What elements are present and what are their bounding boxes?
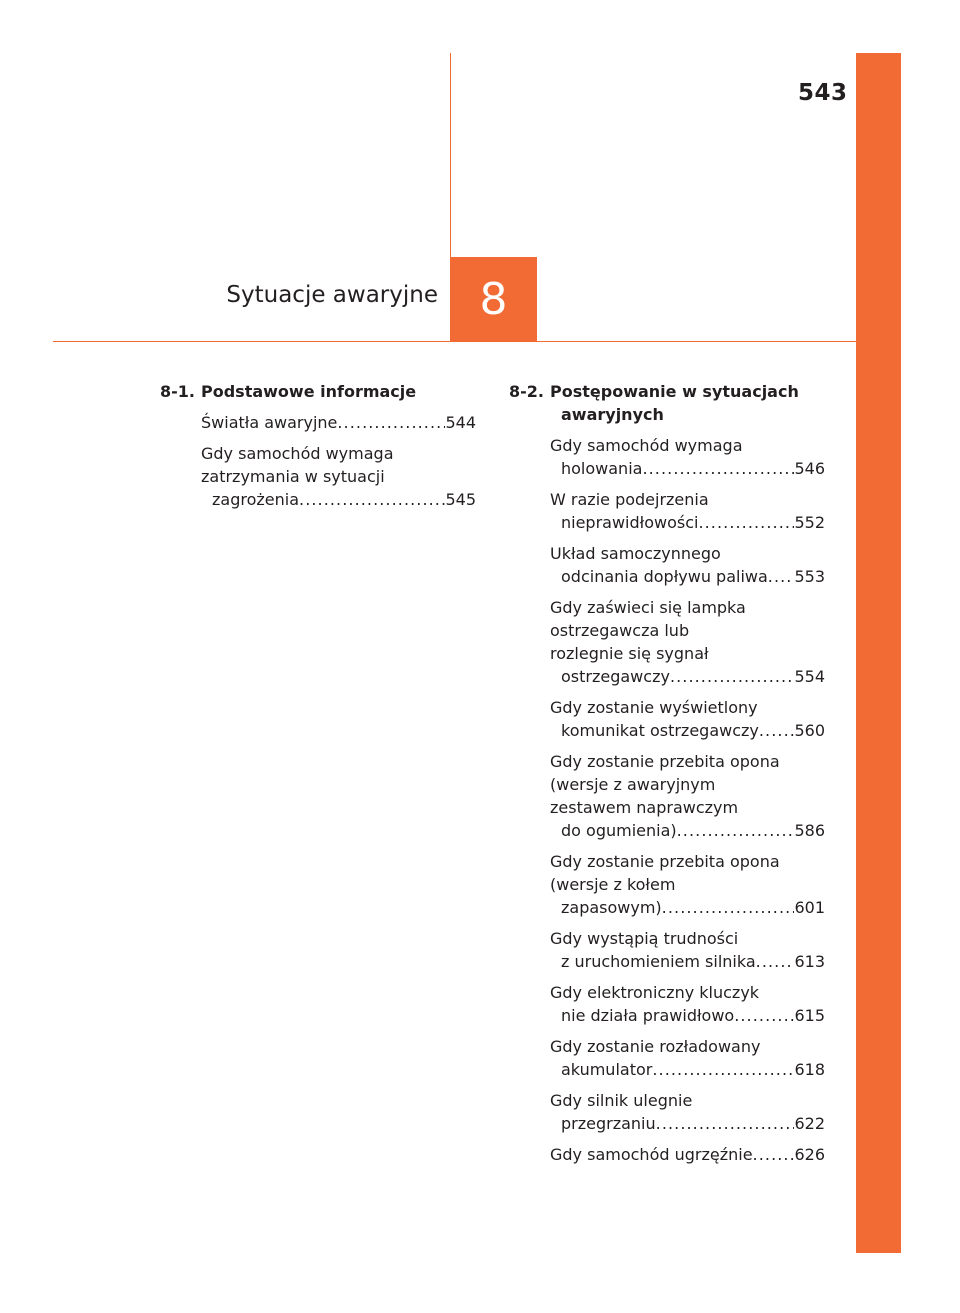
chapter-number-box — [450, 257, 537, 342]
toc-entry[interactable] — [201, 442, 476, 511]
toc-entry[interactable] — [550, 596, 825, 688]
toc-entry-text: Gdy silnik ulegnie — [550, 1091, 693, 1110]
toc-entry-text: ostrzegawcza lub — [550, 621, 690, 640]
toc-entry[interactable] — [550, 434, 825, 480]
toc-entry-text: Gdy zaświeci się lampka — [550, 598, 746, 617]
toc-entry-text: nieprawidłowości — [561, 513, 699, 532]
dot-leader — [652, 1058, 794, 1081]
toc-page-number: 544 — [445, 413, 476, 432]
toc-entry[interactable] — [550, 981, 825, 1027]
toc-entry-text: komunikat ostrzegawczy — [561, 721, 759, 740]
header-vertical-rule — [450, 53, 451, 258]
toc-entry-leader-line — [561, 565, 825, 588]
dot-leader — [642, 457, 794, 480]
toc-entry-text: Gdy zostanie przebita opona — [550, 852, 780, 871]
dot-leader — [677, 819, 795, 842]
section-title: Postępowanie w sytuacjach awaryjnych — [550, 382, 799, 424]
toc-section-8-2 — [509, 380, 825, 1174]
toc-entry-leader-line — [212, 488, 476, 511]
toc-entry[interactable] — [550, 696, 825, 742]
toc-page-number: 560 — [794, 721, 825, 740]
section-heading — [160, 380, 476, 403]
toc-page-number: 613 — [794, 952, 825, 971]
toc-entry-text: do ogumienia) — [561, 821, 677, 840]
toc-entry[interactable] — [201, 411, 476, 434]
toc-page-number: 554 — [794, 667, 825, 686]
toc-entry-leader-line — [561, 457, 825, 480]
toc-entry[interactable] — [550, 927, 825, 973]
toc-entry-leader-line — [561, 665, 825, 688]
toc-entry-text: Gdy samochód wymaga — [550, 436, 743, 455]
dot-leader — [662, 896, 795, 919]
toc-entries — [160, 411, 476, 511]
dot-leader — [698, 511, 794, 534]
dot-leader — [337, 411, 445, 434]
dot-leader — [759, 719, 795, 742]
toc-page-number: 626 — [794, 1145, 825, 1164]
toc-entry-text: Gdy samochód ugrzęźnie — [550, 1145, 753, 1164]
toc-entry-text: z uruchomieniem silnika — [561, 952, 756, 971]
toc-entry-leader-line — [561, 1004, 825, 1027]
toc-entry-text: przegrzaniu — [561, 1114, 656, 1133]
toc-entry-text: (wersje z awaryjnym — [550, 775, 716, 794]
toc-entry-text: W razie podejrzenia — [550, 490, 709, 509]
section-number: 8-2. — [509, 382, 544, 401]
toc-entry-leader-line — [561, 896, 825, 919]
toc-page-number: 615 — [794, 1006, 825, 1025]
toc-entry-text: Światła awaryjne — [201, 413, 338, 432]
toc-entry-text: Gdy samochód wymaga — [201, 444, 394, 463]
toc-page-number: 546 — [794, 459, 825, 478]
toc-page-number: 601 — [794, 898, 825, 917]
chapter-number: 8 — [479, 274, 508, 325]
toc-entry-text: Gdy elektroniczny kluczyk — [550, 983, 760, 1002]
section-heading — [509, 380, 825, 426]
toc-entry-text: (wersje z kołem — [550, 875, 676, 894]
toc-entry-leader-line — [201, 411, 476, 434]
dot-leader — [299, 488, 445, 511]
dot-leader — [768, 565, 795, 588]
dot-leader — [753, 1143, 795, 1166]
toc-entry-text: zagrożenia — [212, 490, 300, 509]
toc-entry-leader-line — [561, 511, 825, 534]
toc-entry[interactable] — [550, 542, 825, 588]
toc-entry[interactable] — [550, 488, 825, 534]
toc-page-number: 622 — [794, 1114, 825, 1133]
toc-entry-text: Gdy wystąpią trudności — [550, 929, 739, 948]
toc-entry-text: zapasowym) — [561, 898, 662, 917]
toc-entry-text: zestawem naprawczym — [550, 798, 739, 817]
toc-page-number: 545 — [445, 490, 476, 509]
toc-entry[interactable] — [550, 850, 825, 919]
dot-leader — [670, 665, 795, 688]
toc-page-number: 618 — [794, 1060, 825, 1079]
toc-page-number: 553 — [794, 567, 825, 586]
toc-entry[interactable] — [550, 1035, 825, 1081]
toc-entry[interactable] — [550, 1143, 825, 1166]
toc-entry-leader-line — [561, 819, 825, 842]
dot-leader — [756, 950, 795, 973]
section-number: 8-1. — [160, 382, 195, 401]
toc-entry-leader-line — [561, 1058, 825, 1081]
toc-entry-text: odcinania dopływu paliwa — [561, 567, 768, 586]
section-title: Podstawowe informacje — [201, 382, 417, 401]
toc-entry-text: Gdy zostanie przebita opona — [550, 752, 780, 771]
toc-entries — [509, 434, 825, 1166]
toc-entry-text: zatrzymania w sytuacji — [201, 467, 385, 486]
toc-entry-text: Gdy zostanie wyświetlony — [550, 698, 758, 717]
toc-entry-leader-line — [550, 1143, 825, 1166]
toc-section-8-1 — [160, 380, 476, 519]
toc-entry-text: Gdy zostanie rozładowany — [550, 1037, 761, 1056]
toc-entry[interactable] — [550, 750, 825, 842]
page-number: 543 — [798, 80, 848, 106]
toc-entry-leader-line — [561, 719, 825, 742]
toc-entry-text: holowania — [561, 459, 643, 478]
dot-leader — [656, 1112, 795, 1135]
toc-entry[interactable] — [550, 1089, 825, 1135]
toc-entry-text: akumulator — [561, 1060, 653, 1079]
chapter-title: Sytuacje awaryjne — [226, 282, 438, 308]
toc-entry-leader-line — [561, 1112, 825, 1135]
toc-entry-text: rozlegnie się sygnał — [550, 644, 709, 663]
toc-page-number: 586 — [794, 821, 825, 840]
toc-entry-leader-line — [561, 950, 825, 973]
dot-leader — [734, 1004, 794, 1027]
toc-entry-text: ostrzegawczy — [561, 667, 670, 686]
toc-page-number: 552 — [794, 513, 825, 532]
toc-entry-text: nie działa prawidłowo — [561, 1006, 735, 1025]
chapter-side-tab — [856, 53, 901, 1253]
toc-entry-text: Układ samoczynnego — [550, 544, 721, 563]
